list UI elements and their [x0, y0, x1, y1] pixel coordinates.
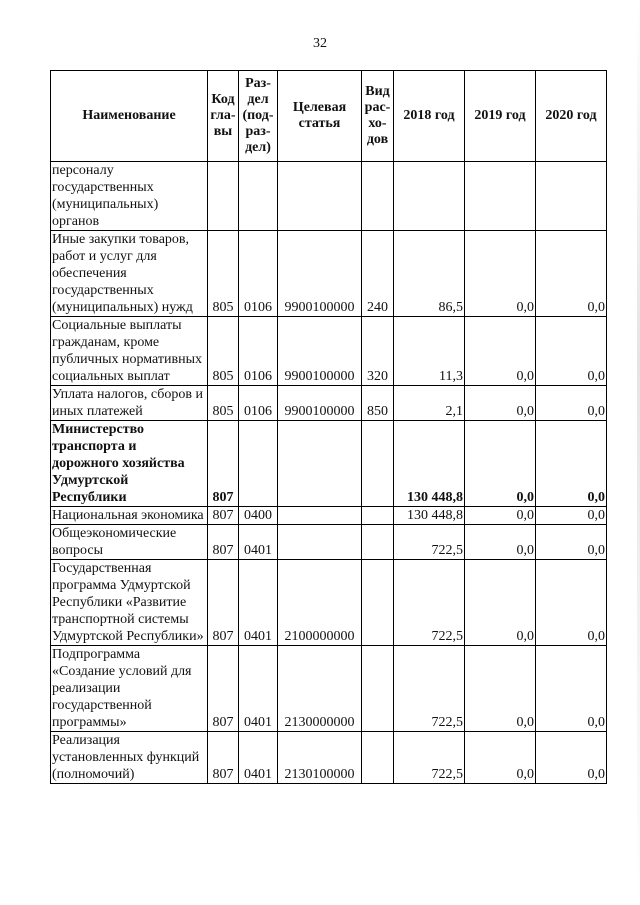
header-name: Наименование	[51, 71, 208, 162]
row-exp-type	[362, 162, 394, 231]
row-value-2018	[394, 162, 465, 231]
row-value-2019: 0,0	[465, 525, 536, 560]
row-value-2019: 0,0	[465, 507, 536, 525]
row-value-2020: 0,0	[536, 507, 607, 525]
row-code: 807	[208, 646, 239, 732]
row-target	[278, 162, 362, 231]
row-name: Государственная программа Удмуртской Республики «Развитие транспортной системы Удмуртской Республики»	[51, 560, 208, 646]
row-exp-type	[362, 732, 394, 784]
row-code: 805	[208, 317, 239, 386]
table-header-row	[51, 71, 607, 162]
row-value-2019	[465, 162, 536, 231]
row-code: 807	[208, 525, 239, 560]
row-value-2020: 0,0	[536, 386, 607, 421]
table-row	[51, 646, 607, 732]
row-target: 2130000000	[278, 646, 362, 732]
row-section: 0401	[239, 560, 278, 646]
row-exp-type	[362, 525, 394, 560]
row-value-2018: 722,5	[394, 525, 465, 560]
row-section: 0401	[239, 732, 278, 784]
row-target: 2130100000	[278, 732, 362, 784]
row-code: 805	[208, 231, 239, 317]
row-section: 0401	[239, 525, 278, 560]
row-value-2020	[536, 162, 607, 231]
row-section	[239, 421, 278, 507]
row-value-2018: 722,5	[394, 560, 465, 646]
row-name: Общеэкономические вопросы	[51, 525, 208, 560]
row-value-2020: 0,0	[536, 560, 607, 646]
row-section: 0401	[239, 646, 278, 732]
row-value-2019: 0,0	[465, 231, 536, 317]
row-value-2018: 130 448,8	[394, 421, 465, 507]
row-value-2020: 0,0	[536, 317, 607, 386]
row-exp-type	[362, 507, 394, 525]
row-code: 807	[208, 421, 239, 507]
row-name: Уплата налогов, сборов и иных платежей	[51, 386, 208, 421]
row-section: 0106	[239, 231, 278, 317]
table-row	[51, 732, 607, 784]
row-name: Министерство транспорта и дорожного хозяйства Удмуртской Республики	[51, 421, 208, 507]
row-value-2019: 0,0	[465, 560, 536, 646]
row-value-2020: 0,0	[536, 421, 607, 507]
row-section	[239, 162, 278, 231]
row-name: Национальная экономика	[51, 507, 208, 525]
row-code: 807	[208, 560, 239, 646]
row-name: персоналу государственных (муниципальных) органов	[51, 162, 208, 231]
table-row	[51, 560, 607, 646]
row-value-2018: 722,5	[394, 732, 465, 784]
table-row	[51, 317, 607, 386]
row-target	[278, 525, 362, 560]
header-2018: 2018 год	[394, 71, 465, 162]
row-value-2020: 0,0	[536, 525, 607, 560]
row-name: Иные закупки товаров, работ и услуг для обеспечения государственных (муниципальных) нужд	[51, 231, 208, 317]
row-target	[278, 421, 362, 507]
table-row	[51, 231, 607, 317]
row-code: 805	[208, 386, 239, 421]
row-section: 0400	[239, 507, 278, 525]
row-target: 9900100000	[278, 386, 362, 421]
row-value-2020: 0,0	[536, 732, 607, 784]
row-value-2018: 130 448,8	[394, 507, 465, 525]
row-code	[208, 162, 239, 231]
row-target	[278, 507, 362, 525]
table-body	[51, 162, 607, 784]
row-section: 0106	[239, 386, 278, 421]
row-value-2019: 0,0	[465, 386, 536, 421]
row-exp-type	[362, 421, 394, 507]
row-name: Реализация установленных функций (полномочий)	[51, 732, 208, 784]
header-section: Раз-дел (под-раз-дел)	[239, 71, 278, 162]
budget-table	[50, 70, 607, 784]
row-target: 2100000000	[278, 560, 362, 646]
row-value-2019: 0,0	[465, 421, 536, 507]
table-row	[51, 421, 607, 507]
row-name: Подпрограмма «Создание условий для реализации государственной программы»	[51, 646, 208, 732]
row-exp-type	[362, 646, 394, 732]
header-target: Целевая статья	[278, 71, 362, 162]
row-value-2018: 86,5	[394, 231, 465, 317]
row-value-2020: 0,0	[536, 646, 607, 732]
row-value-2018: 11,3	[394, 317, 465, 386]
row-value-2020: 0,0	[536, 231, 607, 317]
table-row	[51, 507, 607, 525]
header-2019: 2019 год	[465, 71, 536, 162]
row-code: 807	[208, 507, 239, 525]
row-code: 807	[208, 732, 239, 784]
row-target: 9900100000	[278, 231, 362, 317]
row-target: 9900100000	[278, 317, 362, 386]
row-value-2018: 722,5	[394, 646, 465, 732]
row-value-2019: 0,0	[465, 317, 536, 386]
row-value-2018: 2,1	[394, 386, 465, 421]
row-section: 0106	[239, 317, 278, 386]
row-value-2019: 0,0	[465, 732, 536, 784]
page-number: 32	[313, 36, 327, 51]
row-exp-type: 320	[362, 317, 394, 386]
header-code: Код гла-вы	[208, 71, 239, 162]
header-exp-type: Вид рас-хо-дов	[362, 71, 394, 162]
row-exp-type	[362, 560, 394, 646]
row-exp-type: 850	[362, 386, 394, 421]
table-row	[51, 162, 607, 231]
row-exp-type: 240	[362, 231, 394, 317]
table-row	[51, 386, 607, 421]
row-value-2019: 0,0	[465, 646, 536, 732]
table-row	[51, 525, 607, 560]
header-2020: 2020 год	[536, 71, 607, 162]
row-name: Социальные выплаты гражданам, кроме публичных нормативных социальных выплат	[51, 317, 208, 386]
